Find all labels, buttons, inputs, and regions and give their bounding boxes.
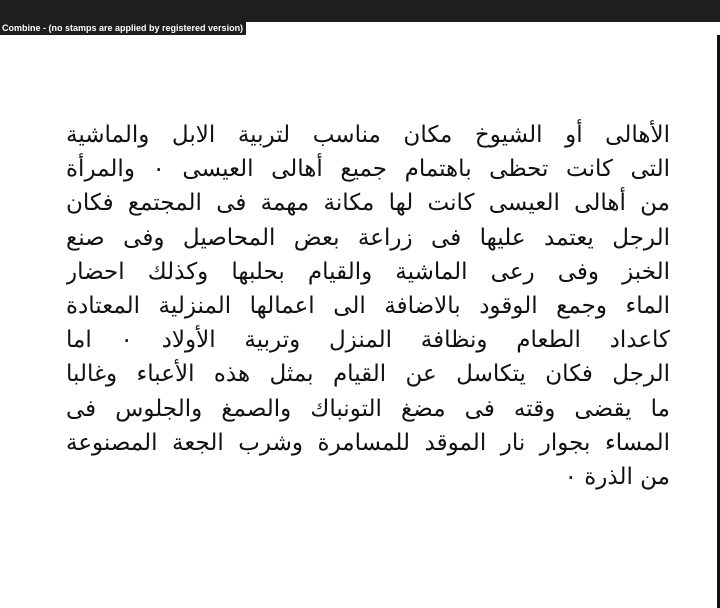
text-line: الماء وجمع الوقود بالاضافة الى اعمالها المنزلية المعتادة <box>66 292 670 319</box>
text-line: ما يقضى وقته فى مضغ التونباك والصمغ والجلوس فى <box>66 395 670 422</box>
text-line: الرجل فكان يتكاسل عن القيام بمثل هذه الأعباء وغالبا <box>66 361 670 388</box>
text-line: الرجل يعتمد عليها فى زراعة بعض المحاصيل وفى صنع <box>66 224 670 251</box>
text-line: التى كانت تحظى باهتمام جميع أهالى العيسى ٠ والمرأة <box>66 156 670 183</box>
text-line: من الذرة ٠ <box>564 463 670 490</box>
text-line: من أهالى العيسى كانت لها مكانة مهمة فى المجتمع فكان <box>66 190 670 217</box>
text-line: كاعداد الطعام ونظافة المنزل وتربية الأولاد ٠ اما <box>66 327 670 354</box>
text-line: الخبز وفى رعى الماشية والقيام بحلبها وكذلك احضار <box>66 258 670 285</box>
text-line: المساء بجوار نار الموقد للمسامرة وشرب الجعة المصنوعة <box>66 429 670 456</box>
text-line: الأهالى أو الشيوخ مكان مناسب لتربية الابل والماشية <box>66 122 670 148</box>
document-body <box>66 118 670 494</box>
window-title-bar <box>0 0 720 22</box>
window-title: Combine - (no stamps are applied by registered version) <box>0 22 246 35</box>
